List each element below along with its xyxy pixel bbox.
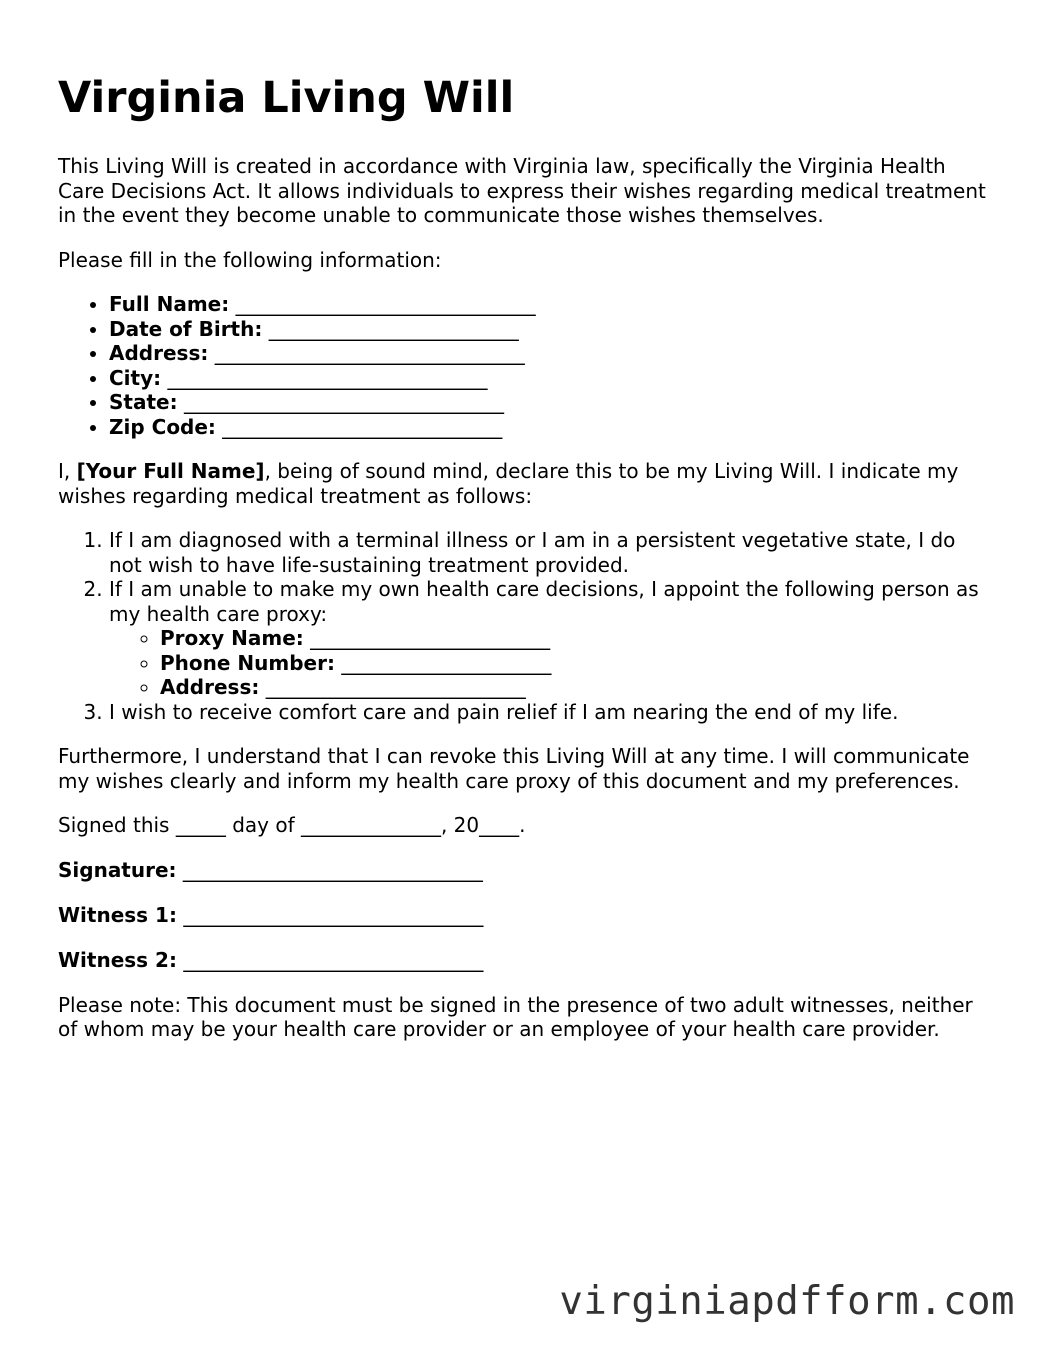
footer-brand-watermark: virginiapdfform.com <box>559 1279 1015 1324</box>
info-item-city <box>109 366 988 391</box>
blank-line: _______________________________ <box>214 341 525 365</box>
info-item-zip-code <box>109 415 988 440</box>
fill-prompt: Please fill in the following information: <box>58 247 442 272</box>
signature-label: Signature: <box>58 857 177 882</box>
document-title: Virginia Living Will <box>58 73 515 123</box>
declaration-paragraph <box>58 459 988 508</box>
info-label: Date of Birth: <box>109 316 263 341</box>
wishes-list <box>58 528 988 724</box>
wish-item-2-text: If I am unable to make my own health care decisions, I appoint the following person as my health care proxy: <box>109 577 979 626</box>
blank-line: _____________________ <box>341 650 552 675</box>
proxy-item-name <box>160 626 988 651</box>
witness-2-line <box>58 948 988 973</box>
info-label: Address: <box>109 341 209 365</box>
witness-1-label: Witness 1: <box>58 902 177 927</box>
wish-item-1: 1. If I am diagnosed with a terminal illness or I am in a persistent vegetative state, I do not wish to have life-sustaining treatment provided. <box>109 528 988 577</box>
signed-date-line: Signed this _____ day of ______________, 20____. <box>58 813 526 837</box>
proxy-label: Phone Number: <box>160 650 335 675</box>
blank-line: _________________________ <box>268 316 519 341</box>
proxy-item-address <box>160 675 988 700</box>
info-item-full-name <box>109 292 988 317</box>
note-paragraph: Please note: This document must be signed in the presence of two adult witnesses, neither of whom may be your health care provider or an employee of your health care provider. <box>58 992 973 1041</box>
proxy-info-list <box>109 626 988 700</box>
blank-line: __________________________ <box>265 675 526 699</box>
revocation-paragraph: Furthermore, I understand that I can revoke this Living Will at any time. I will communicate my wishes clearly and inform my health care proxy of this document and my preferences. <box>58 744 970 793</box>
info-label: Full Name: <box>109 292 230 316</box>
proxy-item-phone <box>160 651 988 676</box>
info-item-address <box>109 341 988 366</box>
full-name-placeholder: [Your Full Name] <box>76 459 265 483</box>
intro-paragraph: This Living Will is created in accordance with Virginia law, specifically the Virginia Health Care Decisions Act. It allows individuals to express their wishes regarding medical treatment in the event they become unable to communicate those wishes themselves. <box>58 154 986 227</box>
info-item-state <box>109 390 988 415</box>
witness-1-line <box>58 903 988 928</box>
wish-item-2 <box>109 577 988 700</box>
blank-line: ____________________________ <box>222 414 503 439</box>
witness-2-label: Witness 2: <box>58 947 177 972</box>
declaration-suffix: , being of sound mind, declare this to be my Living Will. I indicate my wishes regarding medical treatment as follows: <box>58 459 959 508</box>
blank-line: ________________________________ <box>167 365 488 390</box>
declaration-prefix: I, <box>58 459 77 483</box>
info-label: State: <box>109 390 178 414</box>
document-page <box>58 70 988 1062</box>
signature-line <box>58 858 988 883</box>
blank-line: ______________________________ <box>183 947 484 972</box>
blank-line: ________________________________ <box>183 390 504 414</box>
proxy-label: Proxy Name: <box>160 626 304 650</box>
proxy-label: Address: <box>160 675 260 699</box>
blank-line: ______________________________ <box>182 857 483 882</box>
personal-info-list <box>58 292 988 439</box>
info-label: City: <box>109 365 162 390</box>
blank-line: ______________________________ <box>235 292 536 316</box>
info-item-date-of-birth <box>109 317 988 342</box>
blank-line: ________________________ <box>310 626 551 650</box>
wish-item-3: 3. I wish to receive comfort care and pain relief if I am nearing the end of my life. <box>109 700 988 725</box>
info-label: Zip Code: <box>109 414 216 439</box>
blank-line: ______________________________ <box>183 902 484 927</box>
